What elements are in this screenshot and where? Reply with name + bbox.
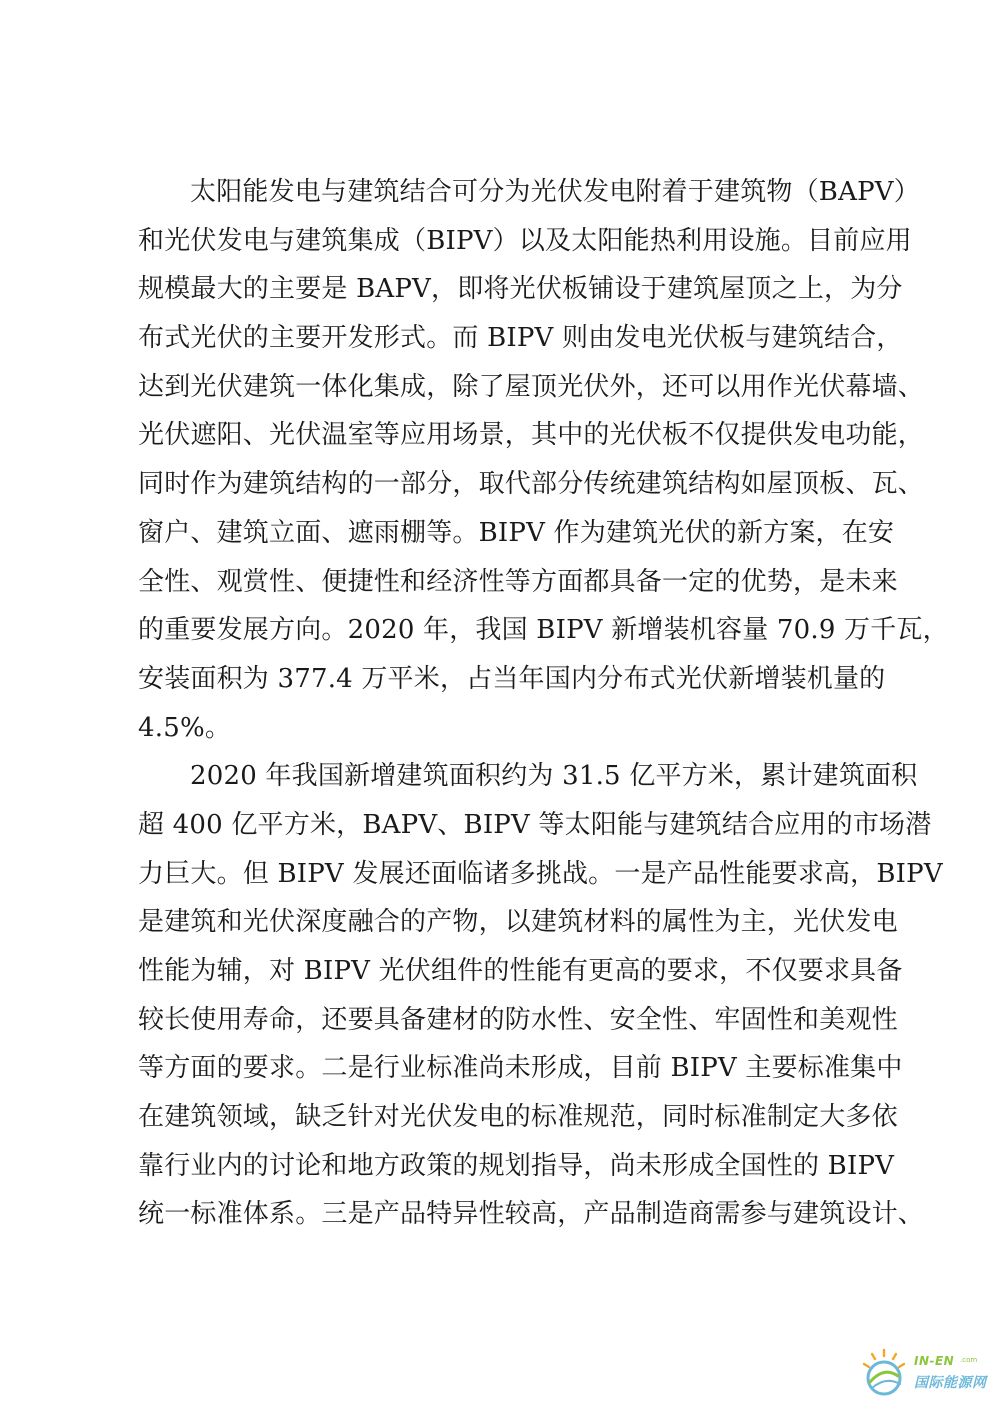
text-line: 力巨大。但 BIPV 发展还面临诸多挑战。一是产品性能要求高，BIPV — [138, 858, 943, 889]
body-text — [138, 168, 949, 1239]
watermark-site-domain: .com — [960, 1356, 978, 1364]
paragraph-2 — [138, 752, 943, 1239]
paragraph-1 — [138, 168, 949, 752]
text-line: 4.5%。 — [138, 712, 232, 743]
text-line: 太阳能发电与建筑结合可分为光伏发电附着于建筑物（BAPV） — [190, 177, 920, 207]
text-line: 的重要发展方向。2020 年，我国 BIPV 新增装机容量 70.9 万千瓦， — [138, 615, 949, 646]
text-line: 在建筑领域，缺乏针对光伏发电的标准规范，同时标准制定大多依 — [138, 1102, 898, 1133]
text-line: 同时作为建筑结构的一部分，取代部分传统建筑结构如屋顶板、瓦、 — [138, 469, 925, 500]
text-line: 靠行业内的讨论和地方政策的规划指导，尚未形成全国性的 BIPV — [138, 1150, 895, 1181]
text-line: 性能为辅，对 BIPV 光伏组件的性能有更高的要求，不仅要求具备 — [138, 956, 903, 986]
text-line: 等方面的要求。二是行业标准尚未形成，目前 BIPV 主要标准集中 — [138, 1053, 903, 1084]
text-line: 安装面积为 377.4 万平米，占当年国内分布式光伏新增装机量的 — [138, 663, 886, 694]
text-line: 达到光伏建筑一体化集成，除了屋顶光伏外，还可以用作光伏幕墙、 — [138, 371, 925, 402]
text-line: 超 400 亿平方米，BAPV、BIPV 等太阳能与建筑结合应用的市场潜 — [138, 809, 932, 840]
watermark-logo — [856, 1346, 988, 1402]
watermark-site-cn: 国际能源网 — [914, 1375, 987, 1391]
text-line: 布式光伏的主要开发形式。而 BIPV 则由发电光伏板与建筑结合， — [138, 323, 903, 354]
text-line: 规模最大的主要是 BAPV，即将光伏板铺设于建筑屋顶之上，为分 — [138, 274, 903, 305]
text-line: 窗户、建筑立面、遮雨棚等。BIPV 作为建筑光伏的新方案，在安 — [138, 517, 895, 548]
text-line: 统一标准体系。三是产品特异性较高，产品制造商需参与建筑设计、 — [138, 1199, 925, 1230]
sun-globe-logo-icon — [856, 1346, 912, 1402]
text-line: 和光伏发电与建筑集成（BIPV）以及太阳能热利用设施。目前应用 — [138, 225, 912, 256]
text-line: 2020 年我国新增建筑面积约为 31.5 亿平方米，累计建筑面积 — [190, 761, 918, 792]
text-line: 较长使用寿命，还要具备建材的防水性、安全性、牢固性和美观性 — [138, 1004, 898, 1035]
watermark-site-en: IN-EN — [914, 1354, 955, 1368]
text-line: 全性、观赏性、便捷性和经济性等方面都具备一定的优势，是未来 — [138, 566, 898, 597]
text-line: 是建筑和光伏深度融合的产物，以建筑材料的属性为主，光伏发电 — [138, 907, 898, 938]
text-line: 光伏遮阳、光伏温室等应用场景，其中的光伏板不仅提供发电功能， — [138, 420, 925, 451]
